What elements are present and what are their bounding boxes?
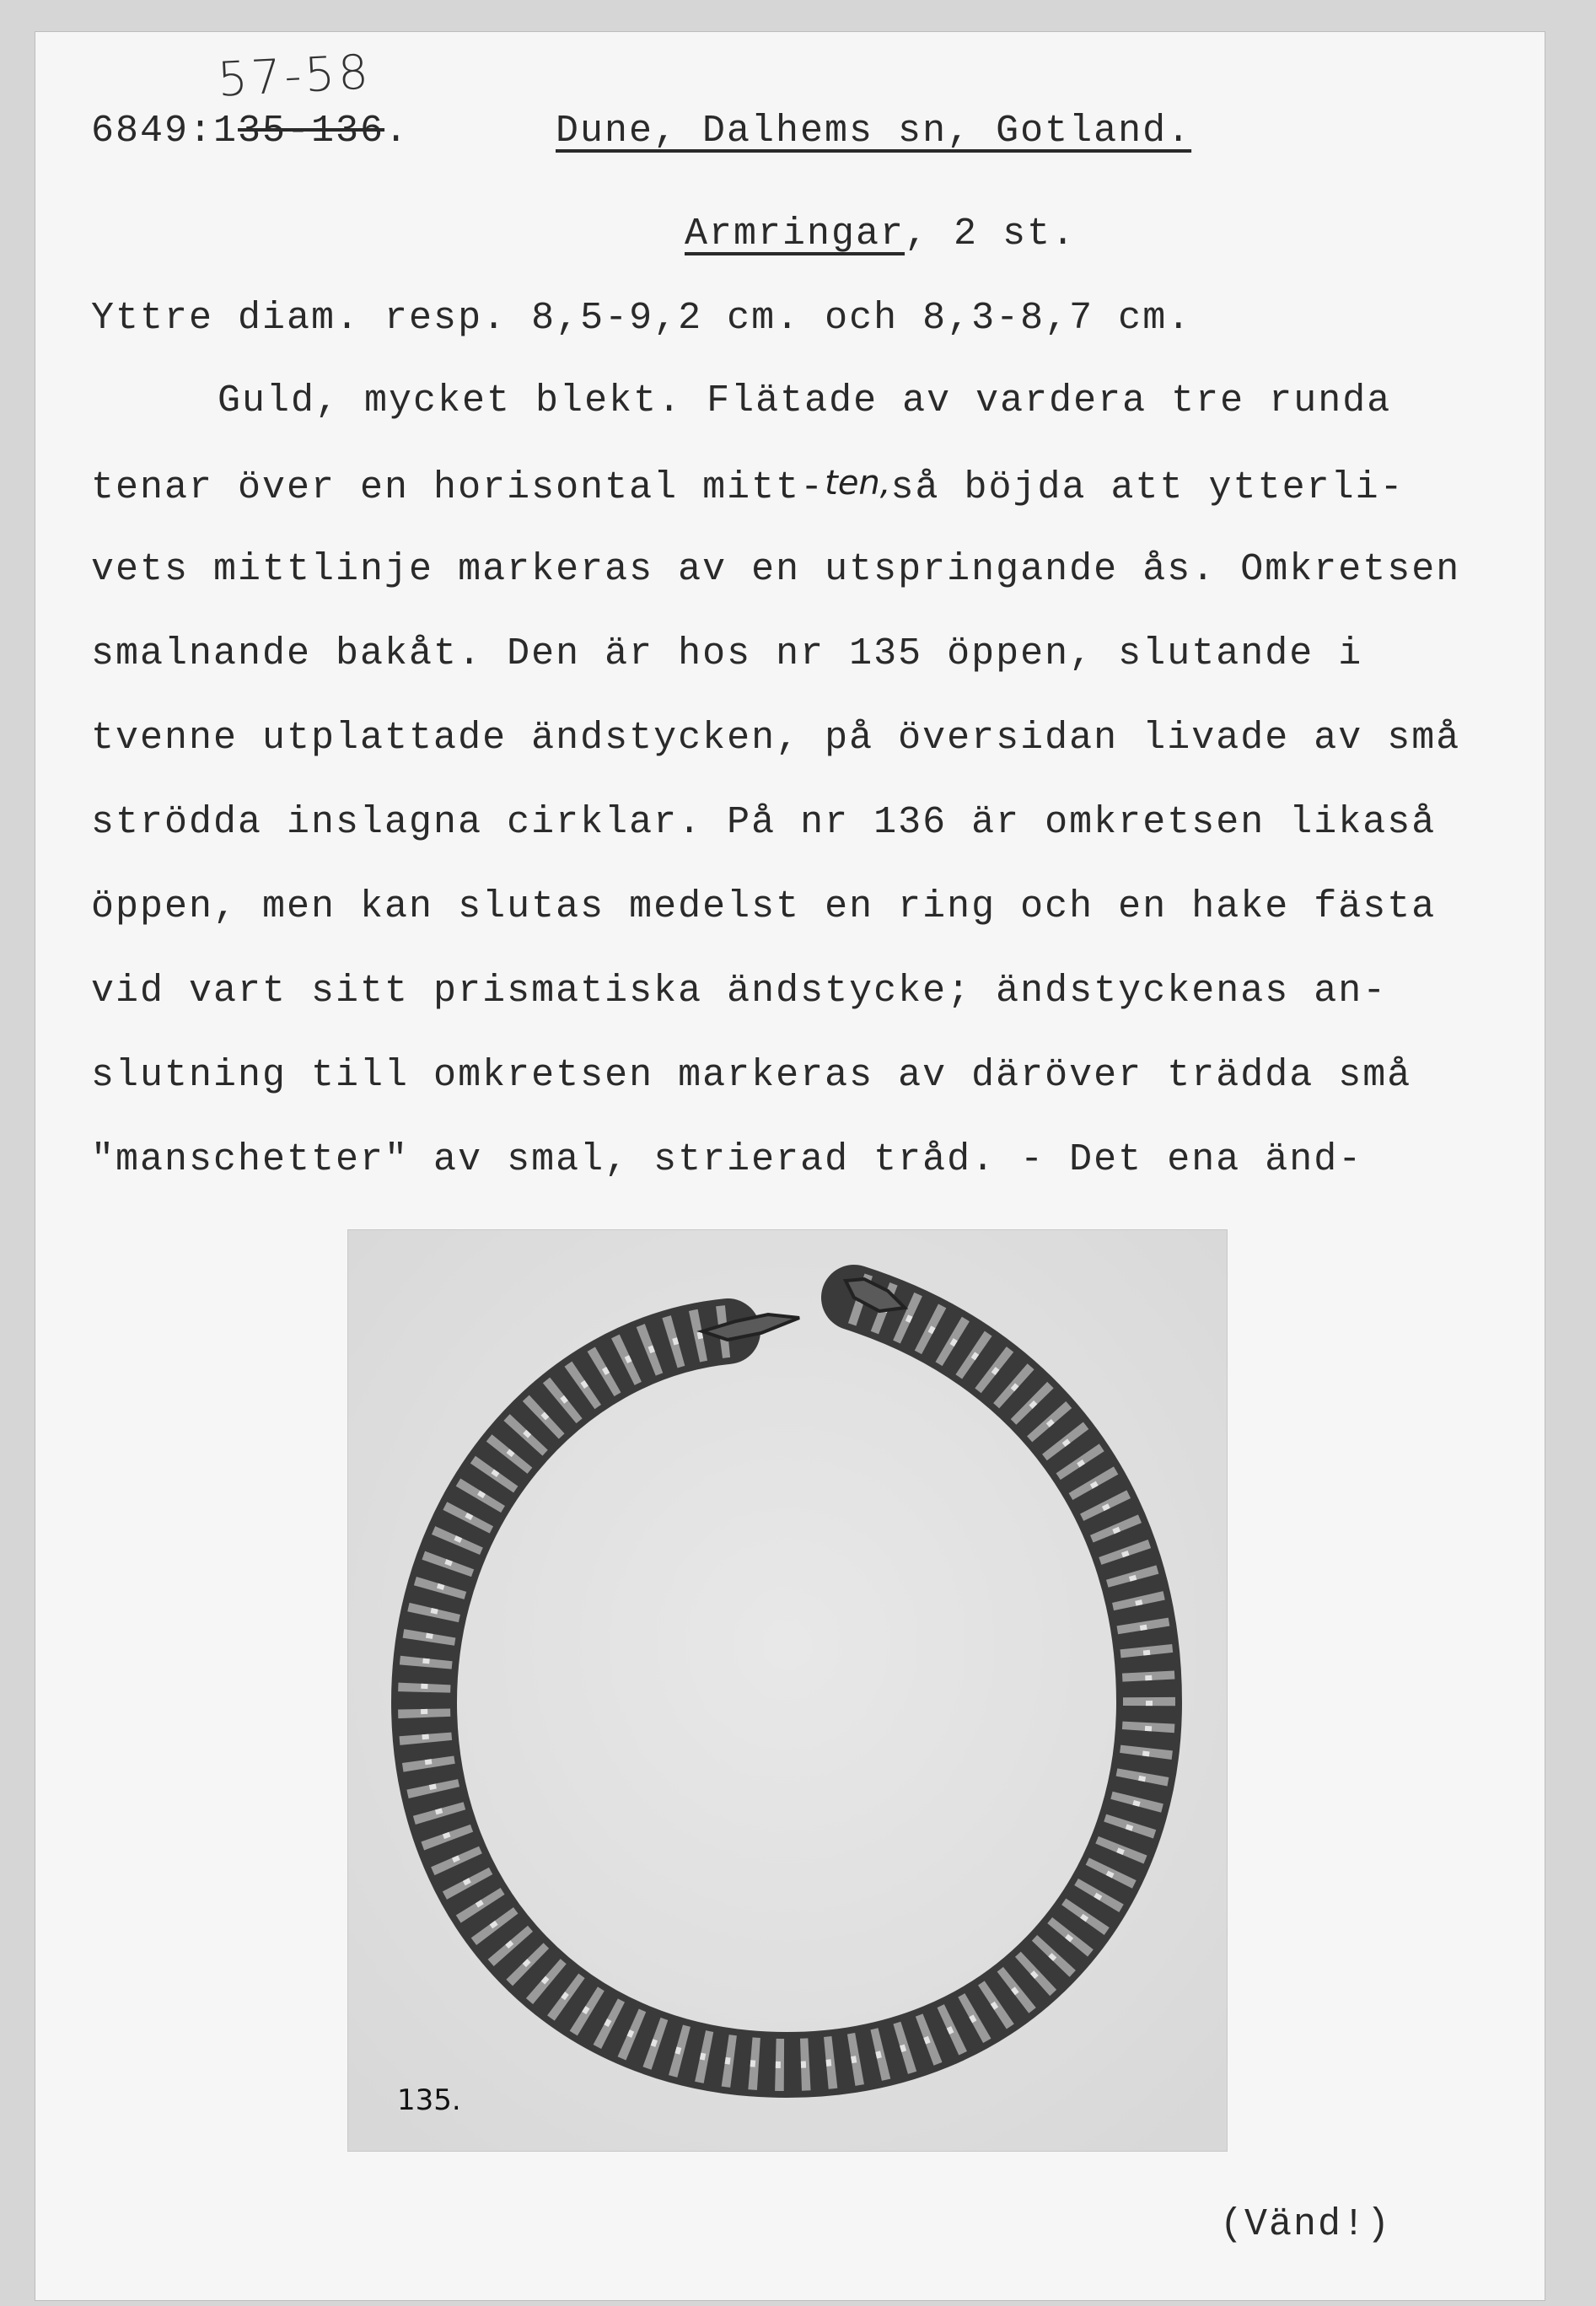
description-line-1: Guld, mycket blekt. Flätade av vardera tre runda (218, 379, 1392, 422)
description-line-8: vid vart sitt prismatiska ändstycke; ändstyckenas an- (91, 970, 1388, 1013)
description-line-7: öppen, men kan slutas medelst en ring och en hake fästa (91, 885, 1437, 928)
photo-label: 135. (397, 2083, 461, 2117)
object-title (685, 212, 1076, 255)
locality: Dune, Dalhems sn, Gotland. (556, 110, 1192, 153)
catalog-struck: 35-136 (238, 110, 385, 153)
description-line-4: smalnande bakåt. Den är hos nr 135 öppen, slutande i (91, 632, 1363, 675)
braided-armring-image (348, 1230, 1227, 2151)
catalog-prefix: 6849:1 (91, 110, 239, 153)
handwritten-insertion: ten, (825, 464, 891, 503)
description-line-2-end: så böjda att ytterli- (890, 466, 1405, 509)
object-title-main: Armringar (685, 212, 905, 255)
armring-photo (347, 1229, 1228, 2152)
description-line-6: strödda inslagna cirklar. På nr 136 är omkretsen likaså (91, 801, 1437, 844)
turn-over-note: (Vänd!) (1220, 2203, 1392, 2246)
dimensions: Yttre diam. resp. 8,5-9,2 cm. och 8,3-8,7 cm. (91, 297, 1192, 340)
handwritten-number: 57-58 (216, 45, 373, 108)
description-line-3: vets mittlinje markeras av en utspringande ås. Omkretsen (91, 548, 1461, 591)
description-line-2 (91, 464, 1405, 509)
catalog-number (91, 110, 409, 153)
description-line-10: "manschetter" av smal, strierad tråd. - Det ena änd- (91, 1138, 1363, 1181)
description-line-5: tvenne utplattade ändstycken, på översidan livade av små (91, 717, 1461, 760)
catalog-card (35, 32, 1545, 2300)
catalog-suffix: . (384, 110, 410, 153)
description-line-9: slutning till omkretsen markeras av däröver trädda små (91, 1054, 1412, 1097)
object-title-rest: , 2 st. (905, 212, 1077, 255)
description-line-2-start: tenar över en horisontal mitt- (91, 466, 825, 509)
